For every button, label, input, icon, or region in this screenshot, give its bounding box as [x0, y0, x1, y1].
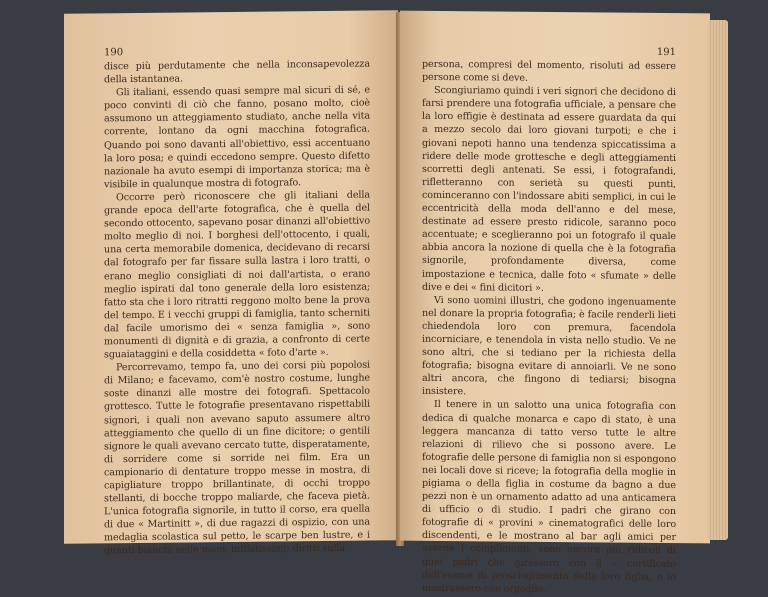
paragraph: Percorrevamo, tempo fa, uno dei corsi più popolosi di Milano; e facevamo, com'è nostro costume, lunghe soste dinanzi alle mostre dei fotografi. Spettacolo grottesco. Tutte le fotografie presentavano rispettabili signori, i quali non avevano saputo assumere altro atteggiamento che quello di un fine dicitore; o gentili signore le quali avevano cercato tutte, disperatamente, di sorridere come si sorride nei film. Era un campionario di dentature troppo messe in mostra, di capigliature troppo brillantinate, di occhi troppo stellanti, di bocche troppo maliarde, che faceva pietà. L'unica fotografia signorile, in tutto il corso, era quella di due « Martinitt », di due ragazzi di ospizio, con una medaglia scolastica sul petto, le scarpe ben lustre, e i guanti bianchi nelle mani, infilatissimi; diritti sulla [104, 359, 370, 557]
paragraph: Vi sono uomini illustri, che godono ingenuamente nel donare la propria fotografia; è facile renderli lieti chiedendola loro con premura, facendola incorniciare, e tenendola in vista nello studio. Ve ne sono altri, che si tediano per la richiesta della fotografia; bisogna evitare di annoiarli. Ve ne sono altri ancora, che fingono di tediarsi; bisogna insistere. [422, 294, 676, 398]
page-edges [708, 20, 728, 540]
right-page-number: 191 [656, 46, 676, 59]
paragraph: Gli italiani, essendo quasi sempre mal sicuri di sé, e poco convinti di ciò che fanno, posano molto, cioè assumono un atteggiamento studiato, anche nella vita corrente, lontano da ogni macchina fotografica. Quando poi sono davanti all'obiettivo, essi accentuano la loro posa; e quindi eccedono sempre. Questo difetto nazionale ha avuto esempi di importanza storica; ma è visibile in qualunque mostra di fotografo. [104, 84, 370, 191]
paragraph: Occorre però riconoscere che gli italiani della grande epoca dell'arte fotografica, che è quella del secondo ottocento, sapevano posar dinanzi all'obiettivo molto meglio di noi. I borghesi dell'ottocento, i quali, una certa memorabile domenica, decidevano di recarsi dal fotografo per far fissare sulla lastra i loro tratti, o erano meglio consigliati di noi dall'artista, o erano meglio ispirati dal tono generale della loro esistenza; fatto sta che i loro ritratti reggono molto bene la prova del tempo. E i vecchi gruppi di famiglia, tanto scherniti dal facile umorismo dei « senza famiglia », sono monumenti di dignità e di grazia, a confronto di certe sguaiataggini e della cosiddetta « foto d'arte ». [104, 189, 370, 361]
open-book [58, 12, 730, 595]
paragraph: disce più perdutamente che nella inconsapevolezza della istantanea. [104, 58, 370, 86]
right-page [400, 11, 710, 595]
left-page [64, 10, 398, 557]
paragraph: persona, compresi del momento, risoluti ad essere persone come si deve. [422, 58, 676, 84]
paragraph: Il tenere in un salotto una unica fotografia con dedica di qualche monarca e capo di stato, è una leggera mancanza di tatto verso tutte le altre relazioni di rilievo che si possono avere. Le fotografie delle persone di famiglia non si espongono nei locali dove si riceve; la fotografia della moglie in pigiama o della figlia in costume da bagno a due pezzi non è un ornamento adatto ad una anticamera di ufficio o di studio. I padri che girano con fotografie di « provini » cinematografici delle loro discendenti, e le mostrano al bar agli amici per averne i complimenti, sono ancora più ridicoli di quei padri che girassero con il « certificato dell'esame di proscioglimento della loro figlia, e lo mostrassero con orgoglio. [422, 399, 676, 595]
left-page-number: 190 [104, 47, 124, 59]
paragraph: Scongiuriamo quindi i veri signori che decidono di farsi prendere una fotografia ufficiale, a pensare che la loro effigie è destinata ad essere guardata da qui a mezzo secolo dai loro giovani turpoti; e che i giovani nepoti hanno una tendenza spiccatissima a ridere delle mode grottesche e degli atteggiamenti scorretti degli antenati. Se essi, i fotografandi, rifletteranno con serietà su questi punti, cominceranno con l'indossare abiti semplici, in cui le eccentricità della moda dell'anno e del mese, destinate ad essere presto ridicole, saranno poco accentuate; e sceglieranno poi un fotografo il quale abbia ancora la nozione di quella che è la fotografia signorile, profondamente diversa, come impostazione e tecnica, dalle foto « sfumate » delle dive e dei « fini dicitori ». [422, 85, 676, 294]
